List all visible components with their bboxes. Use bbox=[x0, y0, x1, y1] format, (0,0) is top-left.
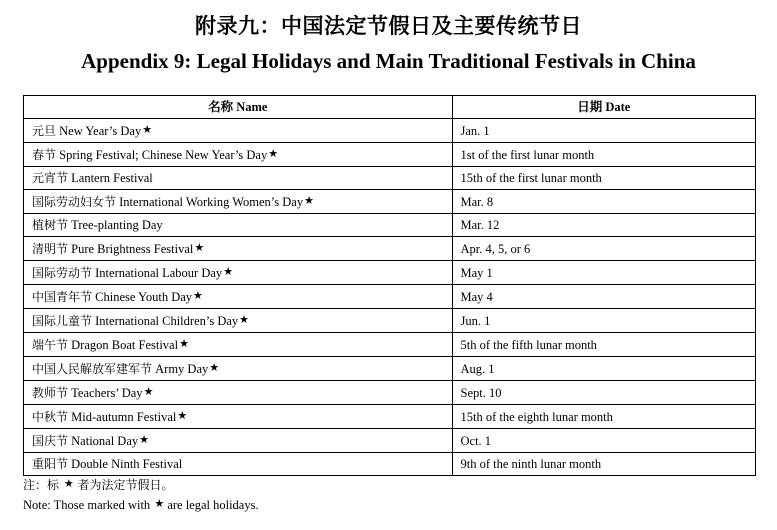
holiday-name-chinese: 国际劳动妇女节 bbox=[32, 195, 117, 209]
table-row bbox=[24, 190, 756, 214]
holiday-date-cell: 15th of the eighth lunar month bbox=[452, 405, 756, 429]
legal-holiday-star-icon: ★ bbox=[223, 266, 234, 278]
holiday-name-chinese: 国际儿童节 bbox=[32, 314, 93, 328]
legal-holiday-star-icon: ★ bbox=[139, 434, 150, 446]
note-english-prefix: Note: Those marked with bbox=[23, 498, 151, 512]
table-row bbox=[24, 309, 756, 333]
table-row bbox=[24, 381, 756, 405]
legal-holiday-star-icon: ★ bbox=[304, 195, 314, 207]
legal-holiday-star-icon: ★ bbox=[143, 386, 154, 398]
holiday-name-cell bbox=[24, 237, 453, 261]
holiday-name-english: Tree-planting Day bbox=[71, 218, 163, 232]
holiday-date-cell: Oct. 1 bbox=[452, 429, 756, 453]
table-row bbox=[24, 119, 756, 143]
table-header-row bbox=[24, 96, 756, 119]
table-row bbox=[24, 237, 756, 261]
holiday-name-english: International Working Women’s Day bbox=[119, 195, 304, 209]
holiday-name-chinese: 中秋节 bbox=[32, 410, 69, 424]
legal-holiday-star-icon: ★ bbox=[209, 362, 220, 374]
holiday-name-chinese: 元宵节 bbox=[32, 171, 69, 185]
holiday-name-english: Teachers’ Day bbox=[71, 386, 143, 400]
holiday-name-english: National Day bbox=[71, 434, 139, 448]
holiday-date-cell: May 4 bbox=[452, 285, 756, 309]
legal-holiday-star-icon: ★ bbox=[63, 477, 74, 490]
holiday-date-cell: Jan. 1 bbox=[452, 119, 756, 143]
holiday-name-cell bbox=[24, 309, 453, 333]
holiday-date-cell: 9th of the ninth lunar month bbox=[452, 453, 756, 476]
holiday-name-chinese: 国际劳动节 bbox=[32, 266, 93, 280]
holiday-name-english: International Children’s Day bbox=[95, 314, 239, 328]
holiday-name-cell bbox=[24, 381, 453, 405]
legal-holiday-star-icon: ★ bbox=[154, 498, 165, 510]
header-date: 日期 Date bbox=[452, 96, 756, 119]
holiday-date-cell: Aug. 1 bbox=[452, 357, 756, 381]
holiday-name-cell bbox=[24, 357, 453, 381]
legal-holiday-star-icon: ★ bbox=[268, 148, 279, 160]
holiday-name-chinese: 清明节 bbox=[32, 242, 69, 256]
holiday-name-cell bbox=[24, 214, 453, 237]
holiday-name-english: Mid-autumn Festival bbox=[71, 410, 177, 424]
table-row bbox=[24, 405, 756, 429]
holiday-date-cell: 5th of the fifth lunar month bbox=[452, 333, 756, 357]
holiday-date-cell: May 1 bbox=[452, 261, 756, 285]
holiday-name-chinese: 重阳节 bbox=[32, 457, 69, 471]
table-row bbox=[24, 453, 756, 476]
holiday-name-chinese: 端午节 bbox=[32, 338, 69, 352]
holiday-name-chinese: 教师节 bbox=[32, 386, 69, 400]
table-row bbox=[24, 167, 756, 190]
legal-holiday-star-icon: ★ bbox=[194, 242, 205, 254]
holiday-name-cell bbox=[24, 261, 453, 285]
table-row bbox=[24, 214, 756, 237]
holiday-name-english: New Year’s Day bbox=[59, 124, 142, 138]
table-row bbox=[24, 285, 756, 309]
holiday-name-chinese: 国庆节 bbox=[32, 434, 69, 448]
page-title-english: Appendix 9: Legal Holidays and Main Traditional Festivals in China bbox=[81, 49, 696, 73]
holiday-date-cell: 1st of the first lunar month bbox=[452, 143, 756, 167]
holiday-name-english: Spring Festival; Chinese New Year’s Day bbox=[59, 148, 268, 162]
note-english-suffix: are legal holidays. bbox=[167, 498, 259, 512]
legal-holiday-star-icon: ★ bbox=[239, 314, 250, 326]
holiday-name-cell bbox=[24, 285, 453, 309]
holiday-name-cell bbox=[24, 190, 453, 214]
note-chinese-suffix: 者为法定节假日。 bbox=[77, 478, 174, 492]
page-title-chinese: 附录九：中国法定节假日及主要传统节日 bbox=[195, 14, 582, 38]
holiday-date-cell: Jun. 1 bbox=[452, 309, 756, 333]
legal-holiday-star-icon: ★ bbox=[193, 290, 203, 302]
holiday-name-english: Pure Brightness Festival bbox=[71, 242, 194, 256]
holiday-name-cell bbox=[24, 429, 453, 453]
holiday-name-chinese: 元旦 bbox=[32, 124, 57, 138]
table-row bbox=[24, 333, 756, 357]
holiday-date-cell: Mar. 12 bbox=[452, 214, 756, 237]
table-body bbox=[24, 119, 756, 476]
legal-holiday-star-icon: ★ bbox=[179, 338, 189, 350]
holiday-name-cell bbox=[24, 453, 453, 476]
legal-holiday-star-icon: ★ bbox=[142, 124, 153, 136]
holiday-name-chinese: 春节 bbox=[32, 148, 57, 162]
holiday-date-cell: Sept. 10 bbox=[452, 381, 756, 405]
holiday-name-cell bbox=[24, 333, 453, 357]
table-row bbox=[24, 143, 756, 167]
holiday-name-cell bbox=[24, 167, 453, 190]
holiday-name-chinese: 中国人民解放军建军节 bbox=[32, 362, 153, 376]
holiday-name-english: Dragon Boat Festival bbox=[71, 338, 179, 352]
holiday-date-cell: Apr. 4, 5, or 6 bbox=[452, 237, 756, 261]
holidays-table bbox=[23, 95, 756, 476]
holiday-date-cell: 15th of the first lunar month bbox=[452, 167, 756, 190]
holiday-name-cell bbox=[24, 119, 453, 143]
holiday-name-english: Chinese Youth Day bbox=[95, 290, 193, 304]
note-chinese-prefix: 注：标 bbox=[23, 478, 60, 492]
table-row bbox=[24, 261, 756, 285]
header-name: 名称 Name bbox=[24, 96, 453, 119]
holiday-name-english: Army Day bbox=[155, 362, 209, 376]
holiday-name-english: Lantern Festival bbox=[71, 171, 153, 185]
holiday-date-cell: Mar. 8 bbox=[452, 190, 756, 214]
note-chinese bbox=[23, 475, 174, 494]
holiday-name-english: International Labour Day bbox=[95, 266, 223, 280]
table-row bbox=[24, 429, 756, 453]
holiday-name-chinese: 中国青年节 bbox=[32, 290, 93, 304]
table-row bbox=[24, 357, 756, 381]
note-english bbox=[23, 495, 259, 514]
legal-holiday-star-icon: ★ bbox=[177, 410, 188, 422]
holiday-name-cell bbox=[24, 405, 453, 429]
holiday-name-cell bbox=[24, 143, 453, 167]
holiday-name-chinese: 植树节 bbox=[32, 218, 69, 232]
holiday-name-english: Double Ninth Festival bbox=[71, 457, 183, 471]
